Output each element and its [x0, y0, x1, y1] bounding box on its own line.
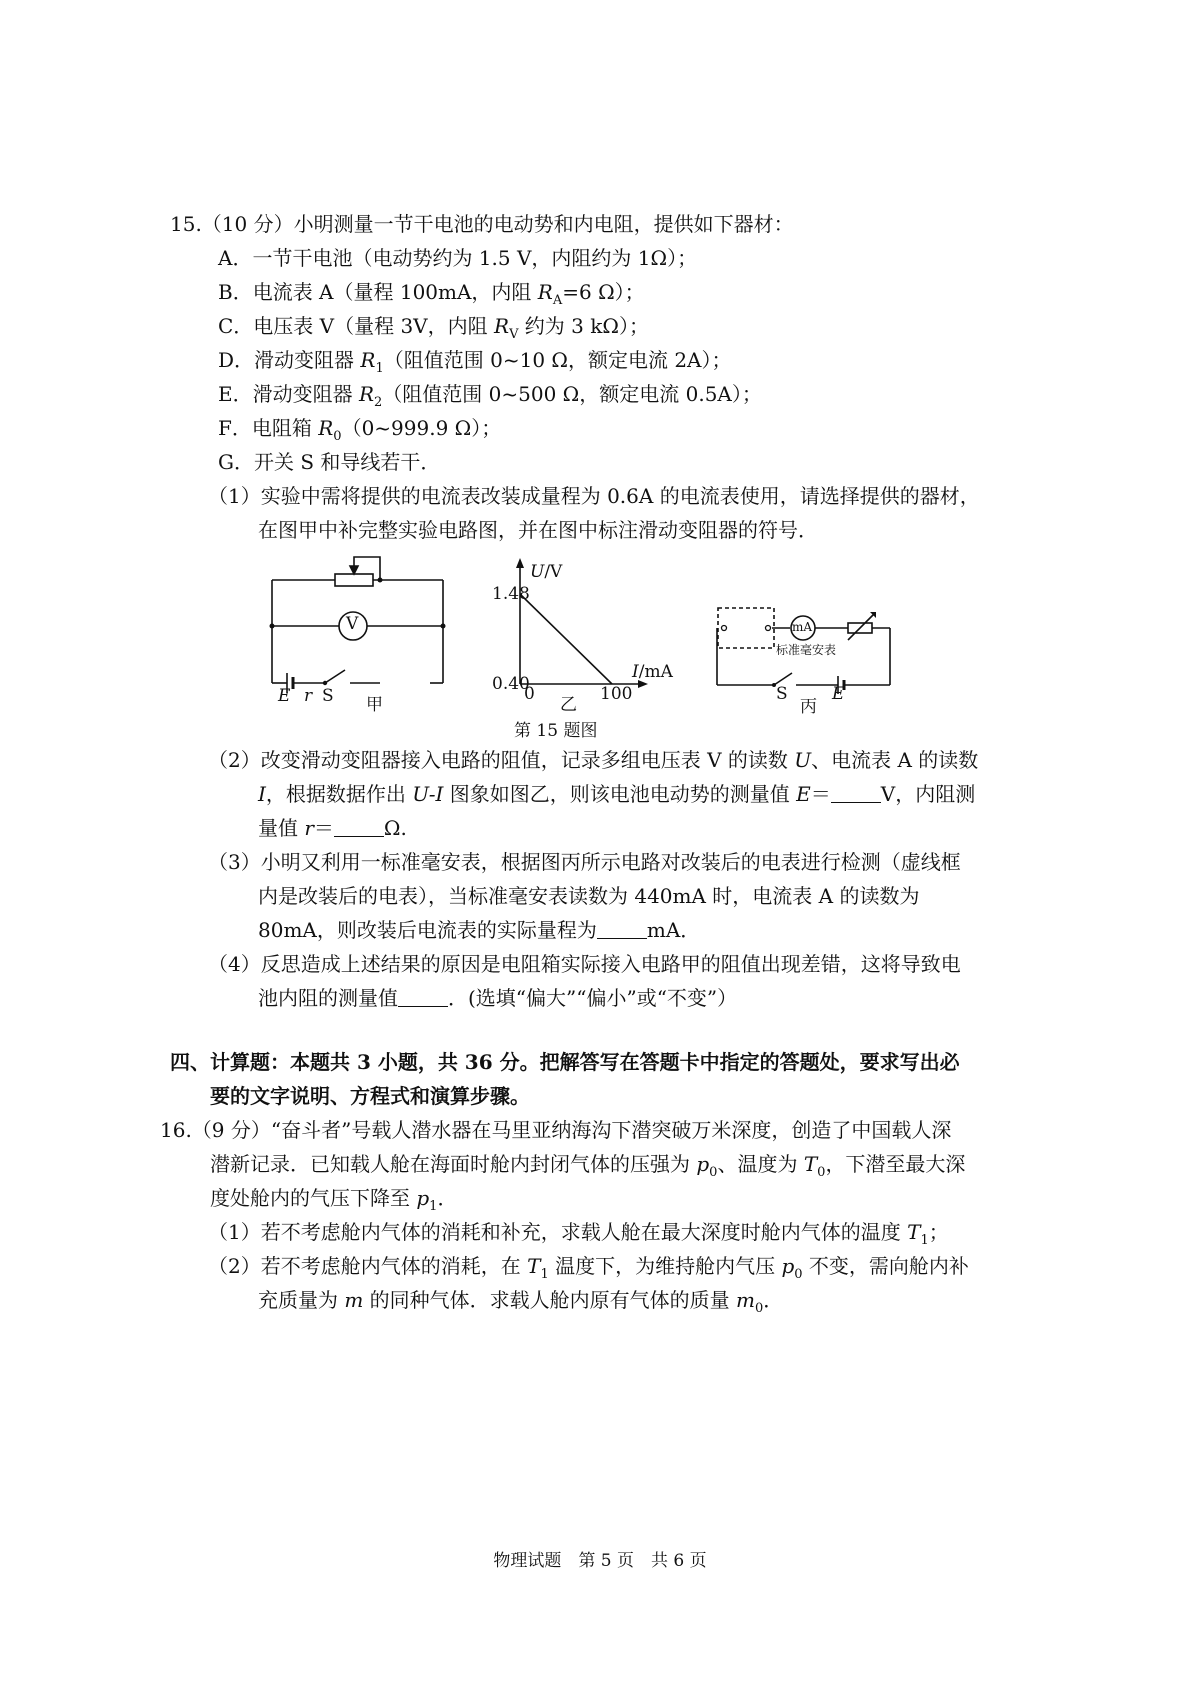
graph-x-end-tick: 100	[600, 684, 633, 704]
q15-part2-line2: I，根据数据作出 U-I 图象如图乙，则该电池电动势的测量值 E＝ V，内阻测	[258, 782, 976, 806]
q15-option-e: E．滑动变阻器 $R_2$（阻值范围 0~500 Ω，额定电流 0.5A）；	[218, 382, 762, 410]
q16-part1: （1）若不考虑舱内气体的消耗和补充，求载人舱在最大深度时舱内气体的温度 $T_1$；	[208, 1220, 949, 1248]
figure-jia-label: 甲	[366, 695, 383, 715]
jia-emf-label: E	[278, 686, 291, 706]
jia-switch-label: S	[322, 686, 334, 706]
q15-part4-line1: （4）反思造成上述结果的原因是电阻箱实际接入电路甲的阻值出现差错，这将导致电	[208, 952, 961, 976]
emf-answer-blank[interactable]	[831, 782, 881, 803]
q15-part1-line1: （1）实验中需将提供的电流表改装成量程为 0.6A 的电流表使用，请选择提供的器材，	[208, 484, 980, 508]
graph-x-zero-tick: 0	[524, 684, 535, 704]
q15-option-c: C．电压表 V（量程 3V，内阻 $R_V$ 约为 3 kΩ）；	[218, 314, 649, 342]
q15-option-d: D．滑动变阻器 $R_1$（阻值范围 0~10 Ω，额定电流 2A）；	[218, 348, 732, 376]
voltmeter-label: V	[346, 614, 359, 634]
graph-xlabel: I/mA	[632, 662, 673, 682]
q16-part2-line1: （2）若不考虑舱内气体的消耗，在 $T_1$ 温度下，为维持舱内气压 $p_0$ 不变，需向舱内补	[208, 1254, 969, 1282]
graph-y-top-tick: 1.48	[492, 584, 530, 604]
q15-part4-line2: 池内阻的测量值 ．(选填“偏大”“偏小”或“不变”）	[258, 986, 738, 1010]
page-footer: 物理试题 第 5 页 共 6 页	[493, 1551, 707, 1571]
resistance-answer-blank[interactable]	[334, 816, 384, 837]
q16-stem-line1: 16.（9 分）“奋斗者”号载人潜水器在马里亚纳海沟下潜突破万米深度，创造了中国载人深	[160, 1118, 952, 1142]
q15-option-f: F．电阻箱 $R_0(0\sim 999.9$ Ω）；	[218, 416, 502, 444]
bing-switch-label: S	[776, 684, 788, 704]
q15-part3-line3: 80mA，则改装后电流表的实际量程为 mA．	[258, 918, 701, 942]
figure-caption: 第 15 题图	[514, 721, 598, 741]
section4-heading-line2: 要的文字说明、方程式和演算步骤。	[210, 1084, 530, 1108]
figure-yi-label: 乙	[560, 695, 577, 715]
q16-stem-line3: 度处舱内的气压下降至 $p_1$．	[210, 1186, 458, 1214]
q15-option-a: A．一节干电池（电动势约为 1.5 V，内阻约为 1Ω）；	[218, 246, 698, 270]
q16-stem-line2: 潜新记录．已知载人舱在海面时舱内封闭气体的压强为 $p_0$、温度为 $T_0$，下潜至最大深	[210, 1152, 966, 1180]
q15-part3-line2: 内是改装后的电表），当标准毫安表读数为 440mA 时，电流表 A 的读数为	[258, 884, 920, 908]
q16-part2-line2: 充质量为 m 的同种气体．求载人舱内原有气体的质量 $m_0$．	[258, 1288, 784, 1316]
standard-milliammeter-label: 标准毫安表	[776, 643, 837, 657]
q15-part2-line1: （2）改变滑动变阻器接入电路的阻值，记录多组电压表 V 的读数 U、电流表 A 的读数	[208, 748, 979, 772]
section4-heading-line1: 四、计算题：本题共 3 小题，共 36 分。把解答写在答题卡中指定的答题处，要求写出必	[170, 1050, 960, 1074]
q15-part3-line1: （3）小明又利用一标准毫安表，根据图丙所示电路对改装后的电表进行检测（虚线框	[208, 850, 961, 874]
circuit-jia-diagram	[265, 553, 455, 708]
graph-ylabel: U/V	[530, 562, 563, 582]
graph-y-bottom-tick: 0.40	[492, 674, 530, 694]
q15-option-b: B．电流表 A（量程 100mA，内阻 $R_A=6$ Ω）；	[218, 280, 645, 308]
jia-r-label: r	[304, 686, 313, 706]
q15-part1-line2: 在图甲中补完整实验电路图，并在图中标注滑动变阻器的符号．	[258, 518, 818, 542]
range-answer-blank[interactable]	[597, 918, 647, 939]
figure-bing-label: 丙	[800, 697, 817, 717]
internal-resistance-choice-blank[interactable]	[398, 986, 448, 1007]
milliammeter-label: mA	[792, 620, 813, 634]
q15-stem: 15.（10 分）小明测量一节干电池的电动势和内电阻，提供如下器材：	[170, 212, 794, 236]
q15-option-g: G．开关 S 和导线若干．	[218, 450, 441, 474]
bing-emf-label: E	[832, 684, 845, 704]
q15-part2-line3: 量值 r＝ Ω.	[258, 816, 407, 840]
